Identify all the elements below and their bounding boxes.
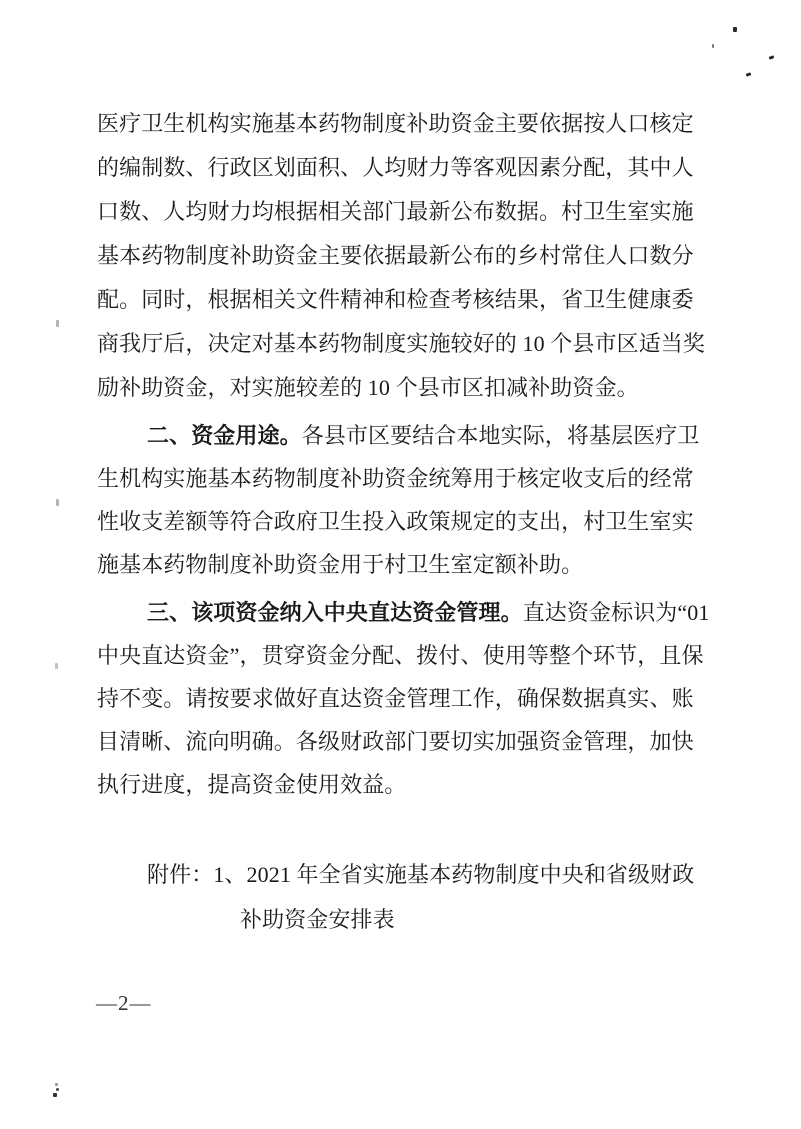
text-line: 补助资金安排表 [240,907,395,932]
text-line [97,591,710,634]
scan-speck [56,1088,59,1091]
paragraph-3-direct-funds [97,591,710,806]
paragraph-2-funds-usage [97,414,700,586]
attachment-item-1: 1、2021 年全省实施基本药物制度中央和省级财政 [213,862,695,887]
document-body [97,102,710,942]
attachment-label: 附件： [147,862,214,887]
scan-speck [733,27,737,32]
scan-speck [712,44,714,48]
scan-speck [769,55,775,60]
text-line: 生机构实施基本药物制度补助资金统筹用于核定收支后的经常 [97,466,694,491]
text-run: 各县市区要结合本地实际，将基层医疗卫 [301,423,700,448]
text-line: 的编制数、行政区划面积、人均财力等客观因素分配，其中人 [97,155,694,180]
text-line: 商我厅后，决定对基本药物制度实施较好的 10 个县市区适当奖 [97,331,706,356]
page-number: —2— [96,991,152,1015]
text-line: 口数、人均财力均根据相关部门最新公布数据。村卫生室实施 [97,199,694,224]
text-line [97,414,700,457]
scan-speck [55,663,58,669]
text-line: 施基本药物制度补助资金用于村卫生室定额补助。 [97,552,584,577]
scan-speck [56,320,59,327]
text-run: 直达资金标识为“01 [522,600,710,625]
scan-speck [55,1083,58,1086]
text-line: 持不变。请按要求做好直达资金管理工作，确保数据真实、账 [97,686,694,711]
scan-speck [53,1093,57,1097]
text-line: 基本药物制度补助资金主要依据最新公布的乡村常住人口数分 [97,243,694,268]
text-line [97,852,693,897]
text-line: 性收支差额等符合政府卫生投入政策规定的支出，村卫生室实 [97,509,694,534]
paragraph-1 [97,102,706,410]
scan-speck [56,499,59,506]
attachment-block [97,852,693,942]
text-line: 励补助资金，对实施较差的 10 个县市区扣减补助资金。 [97,375,639,400]
section-heading-3: 三、该项资金纳入中央直达资金管理。 [147,600,523,625]
text-line: 医疗卫生机构实施基本药物制度补助资金主要依据按人口核定 [97,111,694,136]
text-line: 配。同时，根据相关文件精神和检查考核结果，省卫生健康委 [97,287,694,312]
scan-speck [746,72,752,77]
text-line: 执行进度，提高资金使用效益。 [97,772,407,797]
text-line: 目清晰、流向明确。各级财政部门要切实加强资金管理，加快 [97,729,694,754]
text-line: 中央直达资金”，贯穿资金分配、拨付、使用等整个环节，且保 [97,643,704,668]
section-heading-2: 二、资金用途。 [147,423,302,448]
